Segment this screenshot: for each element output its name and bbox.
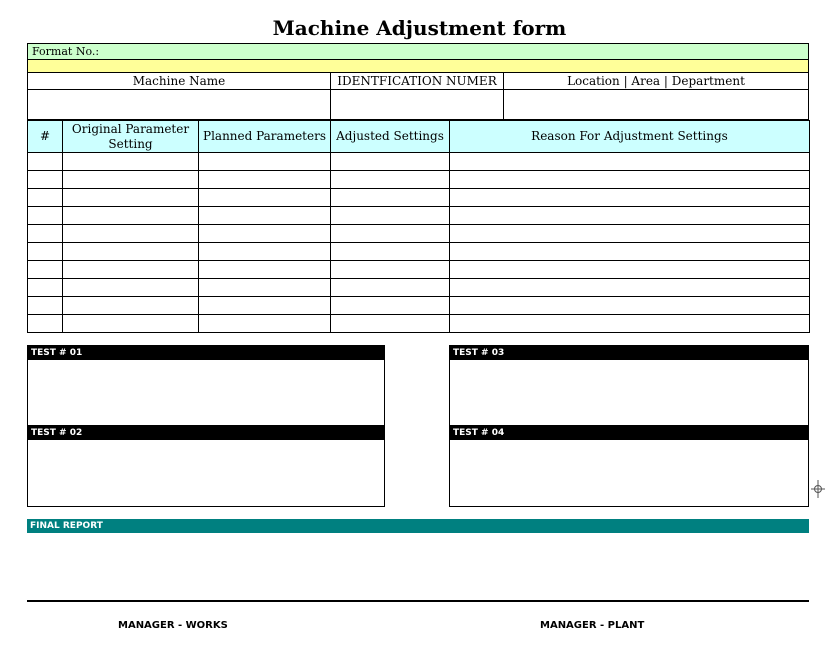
identification-number-label: IDENTFICATION NUMER — [330, 72, 504, 90]
table-cell[interactable] — [63, 243, 199, 261]
machine-name-label: Machine Name — [27, 72, 331, 90]
table-cell[interactable] — [63, 207, 199, 225]
table-cell[interactable] — [63, 297, 199, 315]
signature-line — [27, 600, 809, 602]
manager-plant-signature: MANAGER - PLANT — [540, 620, 645, 631]
test-04-header: TEST # 04 — [450, 426, 808, 440]
identification-number-field[interactable] — [330, 89, 504, 120]
table-cell[interactable] — [28, 315, 63, 333]
table-cell[interactable] — [63, 279, 199, 297]
table-cell[interactable] — [28, 189, 63, 207]
format-number-field[interactable]: Format No.: — [27, 43, 809, 60]
table-cell[interactable] — [331, 261, 450, 279]
table-cell[interactable] — [63, 171, 199, 189]
crosshair-icon — [810, 480, 826, 498]
table-cell[interactable] — [331, 153, 450, 171]
table-cell[interactable] — [199, 279, 331, 297]
manager-works-signature: MANAGER - WORKS — [118, 620, 228, 631]
table-cell[interactable] — [63, 189, 199, 207]
location-label: Location | Area | Department — [503, 72, 809, 90]
table-cell[interactable] — [331, 225, 450, 243]
table-cell[interactable] — [199, 243, 331, 261]
table-cell[interactable] — [199, 207, 331, 225]
table-cell[interactable] — [28, 225, 63, 243]
table-row — [28, 261, 810, 279]
col-original-parameter: Original Parameter Setting — [63, 121, 199, 153]
table-row — [28, 153, 810, 171]
col-adjusted-settings: Adjusted Settings — [331, 121, 450, 153]
table-cell[interactable] — [450, 171, 810, 189]
table-cell[interactable] — [331, 207, 450, 225]
table-cell[interactable] — [450, 261, 810, 279]
table-cell[interactable] — [199, 153, 331, 171]
table-cell[interactable] — [63, 315, 199, 333]
table-row — [28, 225, 810, 243]
table-cell[interactable] — [28, 279, 63, 297]
table-cell[interactable] — [331, 189, 450, 207]
table-cell[interactable] — [331, 297, 450, 315]
test-01-box[interactable] — [27, 345, 385, 426]
test-02-box[interactable] — [27, 425, 385, 507]
table-cell[interactable] — [199, 171, 331, 189]
table-cell[interactable] — [63, 225, 199, 243]
table-cell[interactable] — [63, 261, 199, 279]
adjustment-table — [27, 120, 810, 333]
table-row — [28, 279, 810, 297]
test-01-header: TEST # 01 — [28, 346, 384, 360]
table-cell[interactable] — [28, 261, 63, 279]
table-cell[interactable] — [450, 279, 810, 297]
table-cell[interactable] — [199, 225, 331, 243]
test-03-box[interactable] — [449, 345, 809, 426]
table-cell[interactable] — [450, 297, 810, 315]
table-cell[interactable] — [28, 207, 63, 225]
table-cell[interactable] — [450, 225, 810, 243]
table-cell[interactable] — [28, 171, 63, 189]
test-02-header: TEST # 02 — [28, 426, 384, 440]
table-cell[interactable] — [199, 189, 331, 207]
table-cell[interactable] — [63, 153, 199, 171]
table-cell[interactable] — [199, 261, 331, 279]
table-cell[interactable] — [331, 315, 450, 333]
table-cell[interactable] — [450, 207, 810, 225]
test-03-header: TEST # 03 — [450, 346, 808, 360]
machine-name-field[interactable] — [27, 89, 331, 120]
form-title: Machine Adjustment form — [272, 16, 567, 40]
table-row — [28, 189, 810, 207]
table-cell[interactable] — [28, 297, 63, 315]
table-cell[interactable] — [331, 243, 450, 261]
table-cell[interactable] — [331, 279, 450, 297]
yellow-separator-bar — [27, 59, 809, 73]
table-row — [28, 171, 810, 189]
table-row — [28, 243, 810, 261]
table-row — [28, 297, 810, 315]
col-reason: Reason For Adjustment Settings — [450, 121, 810, 153]
table-header-row — [28, 121, 810, 153]
col-number: # — [28, 121, 63, 153]
table-cell[interactable] — [199, 315, 331, 333]
table-cell[interactable] — [450, 243, 810, 261]
col-planned-parameters: Planned Parameters — [199, 121, 331, 153]
table-cell[interactable] — [450, 189, 810, 207]
table-cell[interactable] — [450, 315, 810, 333]
table-cell[interactable] — [28, 243, 63, 261]
location-field[interactable] — [503, 89, 809, 120]
table-cell[interactable] — [28, 153, 63, 171]
final-report-header: FINAL REPORT — [27, 519, 809, 533]
test-04-box[interactable] — [449, 425, 809, 507]
table-cell[interactable] — [199, 297, 331, 315]
table-cell[interactable] — [331, 171, 450, 189]
table-row — [28, 315, 810, 333]
table-row — [28, 207, 810, 225]
final-report-area[interactable] — [27, 534, 809, 598]
table-cell[interactable] — [450, 153, 810, 171]
